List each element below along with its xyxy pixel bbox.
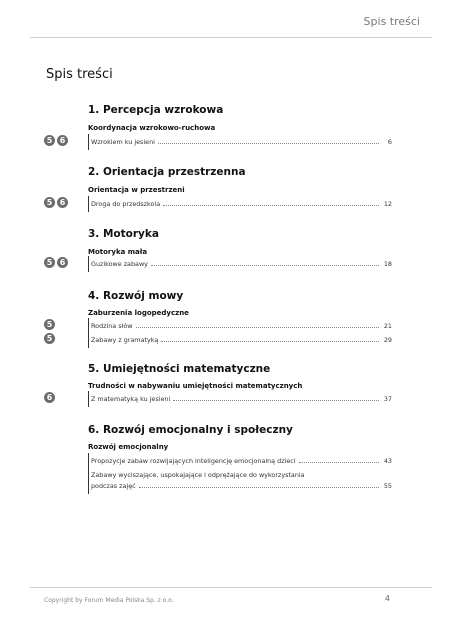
dot-leader xyxy=(139,487,379,488)
entry-title-line: Zabawy wyciszające, uspokajające i odprężające do wykorzystania xyxy=(91,471,305,479)
entry-title: Zabawy z gramatyką xyxy=(91,336,159,344)
entry-page-number: 29 xyxy=(383,336,392,344)
entry-page-number: 6 xyxy=(387,138,392,146)
subsection-heading: Orientacja w przestrzeni xyxy=(88,186,185,194)
entry-title: Z matematyką ku jesieni xyxy=(91,395,171,403)
entry-page-number: 12 xyxy=(383,200,392,208)
dot-leader xyxy=(161,341,379,342)
section-heading: 4. Rozwój mowy xyxy=(88,290,184,302)
subsection-heading: Trudności w nabywaniu umiejętności matematycznych xyxy=(88,382,303,390)
grade-badges xyxy=(44,392,55,403)
dot-leader xyxy=(158,143,379,144)
grade-badge: 6 xyxy=(44,392,55,403)
subsection-heading: Koordynacja wzrokowo-ruchowa xyxy=(88,124,216,132)
entry-title: Wzrokiem ku jesieni xyxy=(91,138,155,146)
grade-badges xyxy=(44,197,68,208)
grade-badge: 5 xyxy=(44,197,55,208)
grade-badges xyxy=(44,319,55,330)
page-title: Spis treści xyxy=(46,67,113,82)
header-divider xyxy=(30,37,432,38)
dot-leader xyxy=(163,205,379,206)
toc-entry[interactable] xyxy=(88,200,392,208)
dot-leader xyxy=(151,265,379,266)
grade-badges xyxy=(44,333,55,344)
toc-entry[interactable] xyxy=(88,260,392,268)
grade-badge: 6 xyxy=(57,197,68,208)
toc-entry[interactable] xyxy=(88,322,392,330)
entry-title: podczas zajęć xyxy=(91,482,136,490)
section-heading: 5. Umiejętności matematyczne xyxy=(88,363,271,375)
grade-badge: 6 xyxy=(57,257,68,268)
entry-title: Droga do przedszkola xyxy=(91,200,161,208)
footer-divider xyxy=(30,587,432,588)
entry-page-number: 21 xyxy=(383,322,392,330)
copyright-text: Copyright by Forum Media Polska Sp. z o.o. xyxy=(44,597,174,604)
toc-entry[interactable] xyxy=(88,336,392,344)
dot-leader xyxy=(136,327,379,328)
grade-badge: 5 xyxy=(44,319,55,330)
grade-badges xyxy=(44,257,68,268)
entry-page-number: 55 xyxy=(383,482,392,490)
entry-title: Propozycje zabaw rozwijających inteligencję emocjonalną dzieci xyxy=(91,457,296,465)
entry-title: Rodzina słów xyxy=(91,322,133,330)
running-header-title: Spis treści xyxy=(363,15,420,28)
toc-entry[interactable] xyxy=(88,138,392,146)
section-heading: 3. Motoryka xyxy=(88,228,159,240)
toc-entry[interactable] xyxy=(88,395,392,403)
grade-badge: 5 xyxy=(44,257,55,268)
entry-title: Guzikowe zabawy xyxy=(91,260,148,268)
grade-badge: 5 xyxy=(44,135,55,146)
toc-entry[interactable] xyxy=(88,471,392,490)
toc-entry[interactable] xyxy=(88,457,392,465)
dot-leader xyxy=(173,400,379,401)
dot-leader xyxy=(299,462,379,463)
section-heading: 1. Percepcja wzrokowa xyxy=(88,104,224,116)
section-heading: 2. Orientacja przestrzenna xyxy=(88,166,246,178)
subsection-heading: Motoryka mała xyxy=(88,248,148,256)
section-heading: 6. Rozwój emocjonalny i społeczny xyxy=(88,424,293,436)
entry-page-number: 18 xyxy=(383,260,392,268)
page-number: 4 xyxy=(384,594,390,603)
entry-page-number: 37 xyxy=(383,395,392,403)
entry-page-number: 43 xyxy=(383,457,392,465)
grade-badge: 5 xyxy=(44,333,55,344)
subsection-heading: Rozwój emocjonalny xyxy=(88,443,169,451)
subsection-heading: Zaburzenia logopedyczne xyxy=(88,309,189,317)
grade-badge: 6 xyxy=(57,135,68,146)
grade-badges xyxy=(44,135,68,146)
